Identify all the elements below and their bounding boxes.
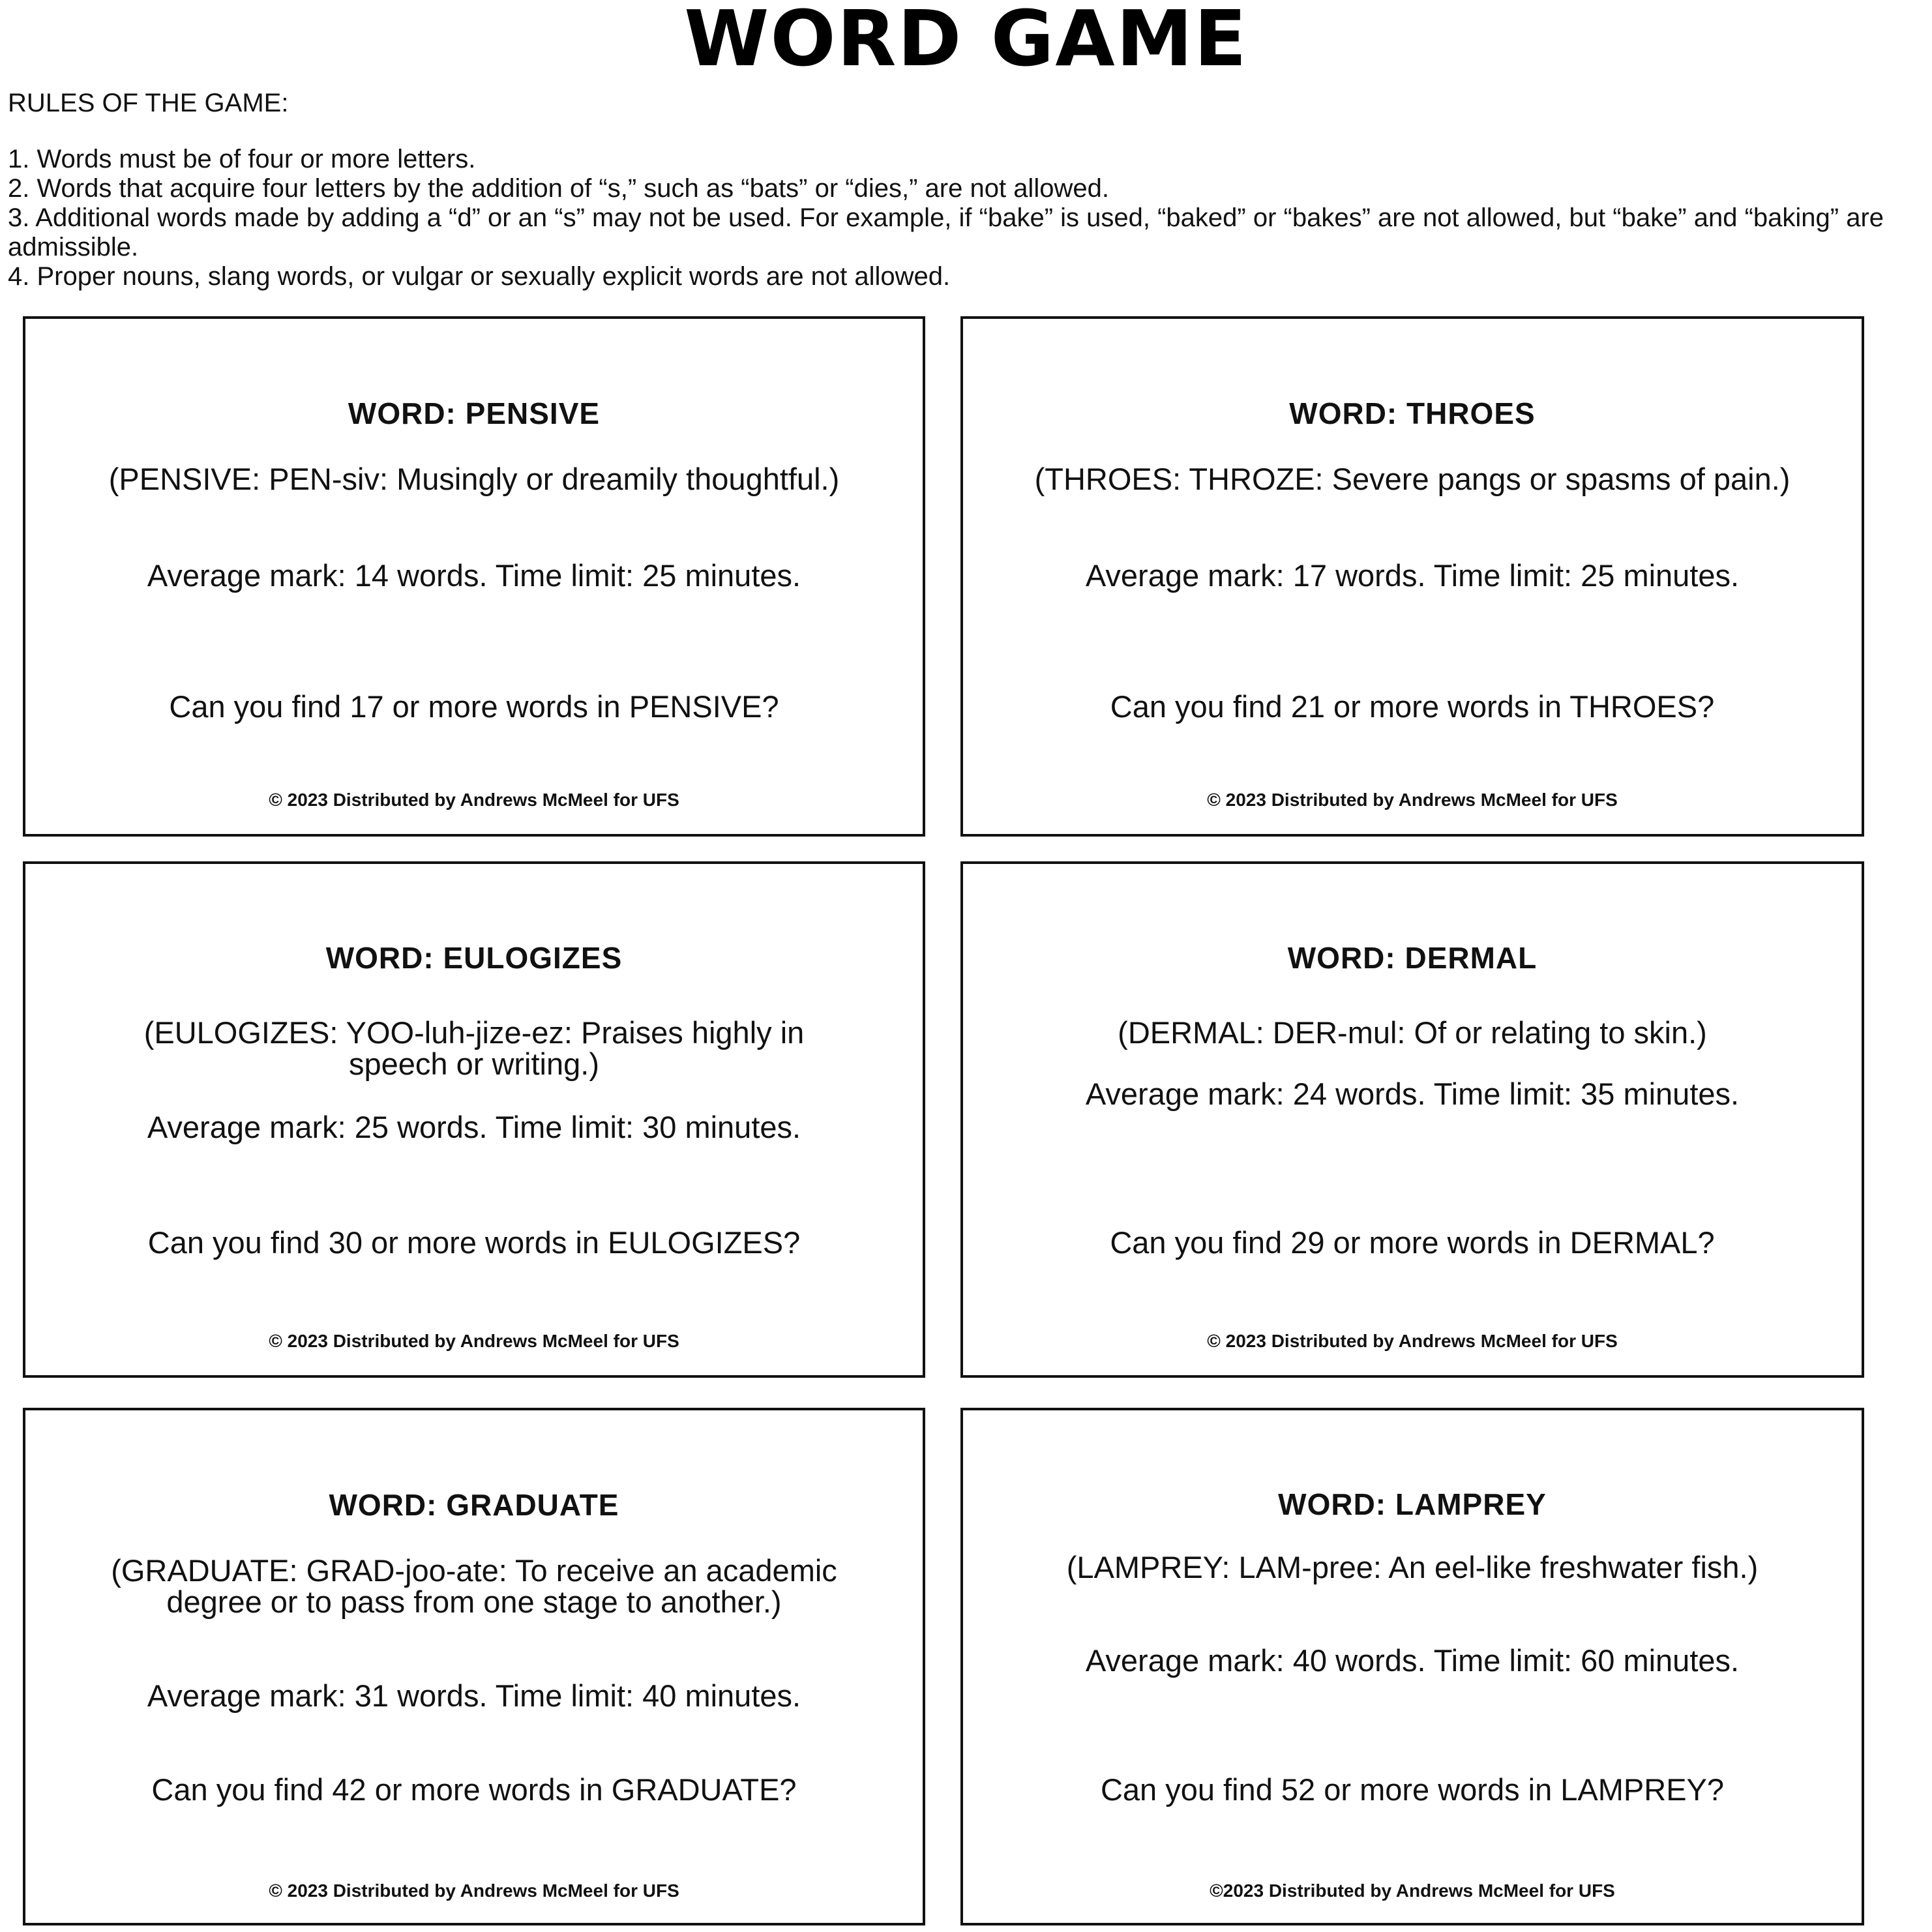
puzzle-average-mark: Average mark: 31 words. Time limit: 40 minutes. [147,1678,801,1713]
puzzle-definition: (LAMPREY: LAM-pree: An eel-like freshwater fish.) [1066,1550,1759,1584]
puzzle-definition: (EULOGIZES: YOO-luh-jize-ez: Praises highly in speech or writing.) [143,1015,805,1081]
puzzle-card-dermal [960,861,1864,1378]
puzzle-copyright: © 2023 Distributed by Andrews McMeel for UFS [1207,1331,1618,1351]
puzzle-challenge: Can you find 29 or more words in DERMAL? [1110,1225,1715,1260]
puzzle-copyright: © 2023 Distributed by Andrews McMeel for UFS [269,790,679,810]
rule-item: 2. Words that acquire four letters by the addition of “s,” such as “bats” or “dies,” are not allowed. [8,174,1109,203]
puzzle-definition: (PENSIVE: PEN-siv: Musingly or dreamily thoughtful.) [108,462,840,496]
puzzle-challenge: Can you find 17 or more words in PENSIVE? [169,689,779,724]
puzzle-title: WORD: PENSIVE [348,396,601,430]
puzzle-definition: (THROES: THROZE: Severe pangs or spasms of pain.) [1034,462,1791,496]
puzzle-definition: (DERMAL: DER-mul: Of or relating to skin.) [1118,1015,1707,1050]
puzzle-title: WORD: THROES [1289,396,1536,430]
puzzle-card-lamprey [960,1408,1864,1925]
rule-item: 4. Proper nouns, slang words, or vulgar or sexually explicit words are not allowed. [8,262,951,291]
puzzle-average-mark: Average mark: 25 words. Time limit: 30 minutes. [147,1110,801,1144]
puzzle-copyright: © 2023 Distributed by Andrews McMeel for UFS [269,1331,679,1351]
puzzle-average-mark: Average mark: 17 words. Time limit: 25 minutes. [1085,558,1740,593]
puzzle-copyright: ©2023 Distributed by Andrews McMeel for UFS [1210,1880,1615,1901]
puzzle-title: WORD: LAMPREY [1278,1487,1547,1521]
puzzle-challenge: Can you find 30 or more words in EULOGIZES? [147,1225,801,1260]
puzzle-average-mark: Average mark: 40 words. Time limit: 60 minutes. [1085,1643,1740,1678]
puzzle-average-mark: Average mark: 14 words. Time limit: 25 minutes. [147,558,801,593]
rule-item: 3. Additional words made by adding a “d” or an “s” may not be used. For example, if “bake” is used, “baked” or “bakes” are not allowed, but “bake” and “baking” are admissible. [8,203,1884,261]
rule-item: 1. Words must be of four or more letters. [8,145,476,173]
puzzle-card-pensive [23,316,925,837]
puzzle-card-eulogizes [23,861,925,1378]
puzzle-title: WORD: DERMAL [1287,941,1538,975]
page-title: WORD GAME [684,0,1248,83]
puzzle-title: WORD: GRADUATE [329,1488,619,1522]
puzzle-card-throes [960,316,1864,837]
rules-list [8,145,1918,291]
puzzle-challenge: Can you find 21 or more words in THROES? [1110,689,1715,724]
puzzle-title: WORD: EULOGIZES [325,941,623,975]
puzzle-definition: (GRADUATE: GRAD-joo-ate: To receive an academic degree or to pass from one stage to another.) [111,1553,837,1619]
puzzle-copyright: © 2023 Distributed by Andrews McMeel for UFS [1207,790,1618,810]
rules-heading: RULES OF THE GAME: [8,89,289,117]
puzzle-challenge: Can you find 52 or more words in LAMPREY? [1100,1772,1725,1807]
puzzle-card-graduate [23,1408,925,1925]
puzzle-copyright: © 2023 Distributed by Andrews McMeel for UFS [269,1880,679,1901]
puzzle-average-mark: Average mark: 24 words. Time limit: 35 minutes. [1085,1077,1740,1111]
puzzle-challenge: Can you find 42 or more words in GRADUATE? [151,1772,797,1807]
